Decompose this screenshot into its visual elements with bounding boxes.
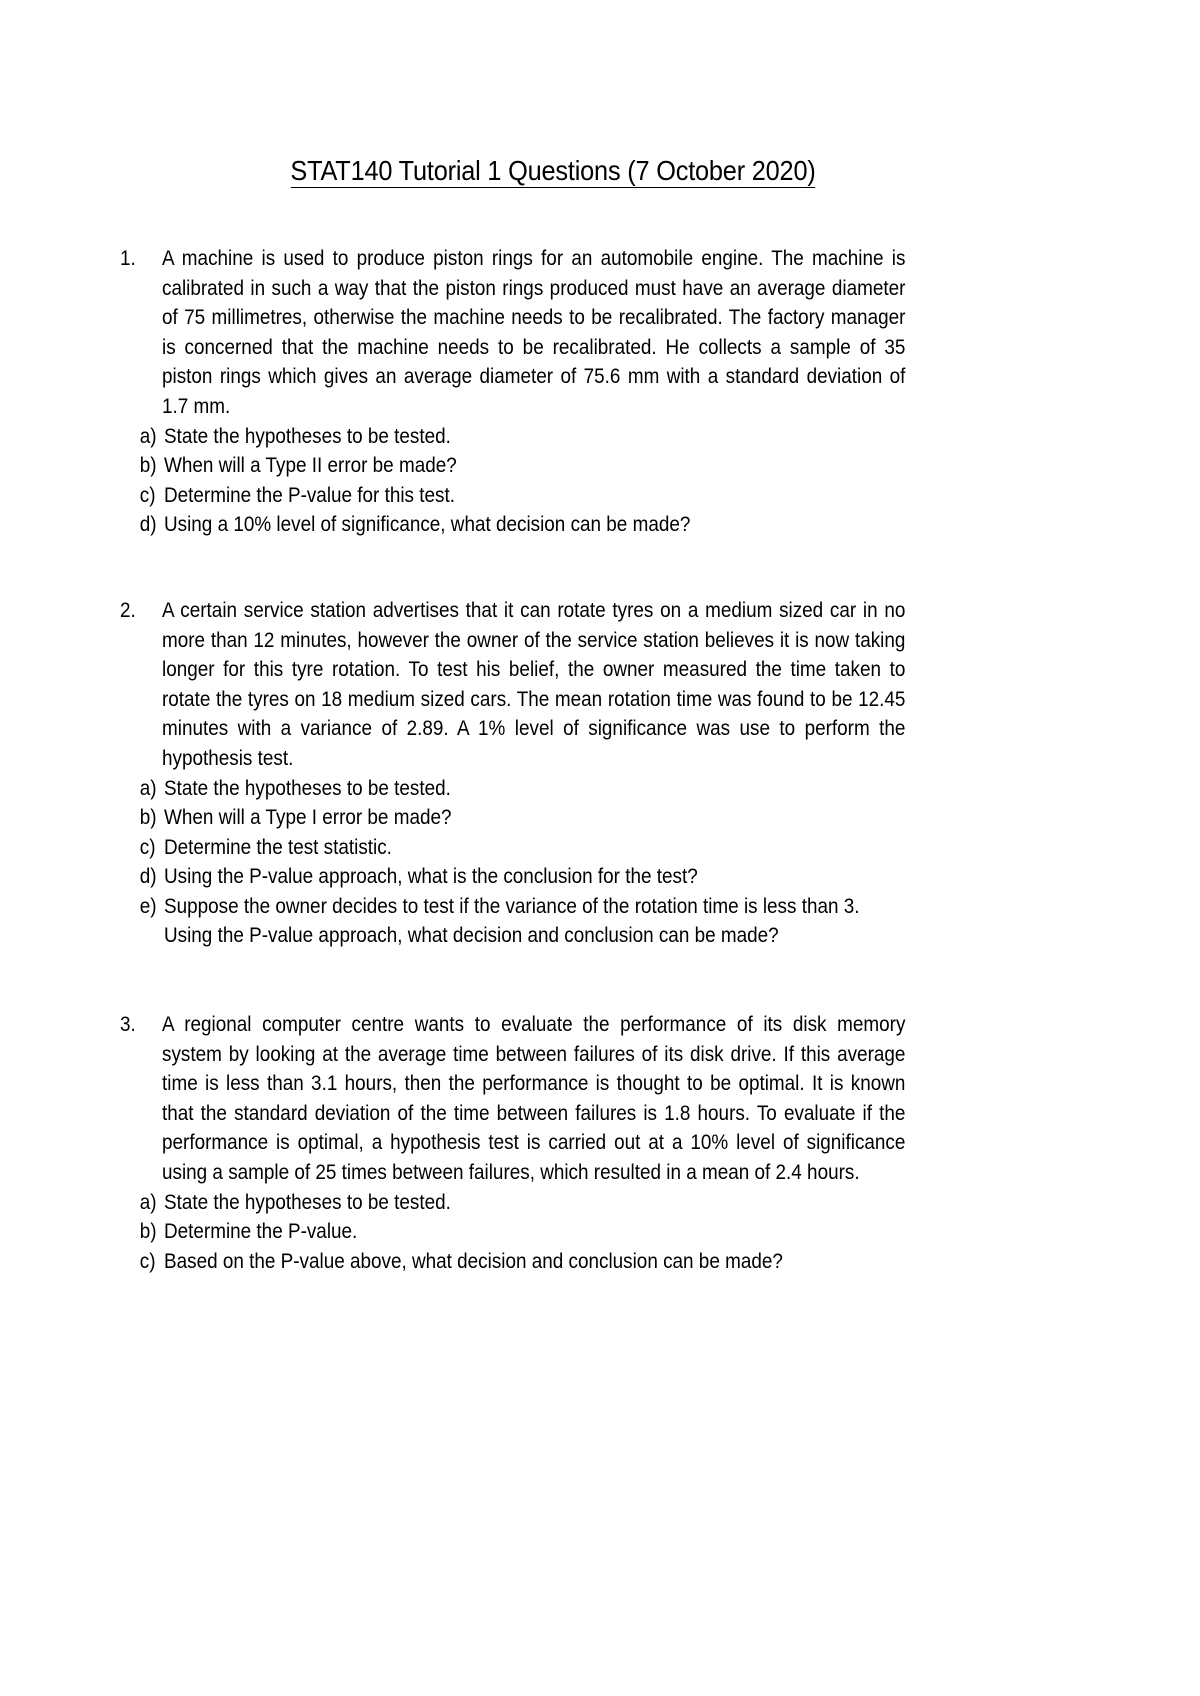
question-3-subitems	[120, 1188, 988, 1277]
subitem-text: Using the P-value approach, what is the conclusion for the test?	[164, 865, 698, 889]
subitem-text-line2: Using the P-value approach, what decision and conclusion can be made?	[164, 924, 779, 948]
subitem-marker: a)	[139, 1190, 157, 1214]
list-item	[120, 833, 988, 863]
subitem-text: Using a 10% level of significance, what decision can be made?	[164, 513, 691, 537]
question-1-main	[120, 244, 988, 422]
list-item	[120, 774, 988, 804]
question-1	[120, 244, 988, 540]
question-2-subitems	[120, 774, 988, 952]
question-2-main	[120, 596, 988, 774]
list-item	[120, 862, 988, 892]
subitem-marker: b)	[139, 1220, 157, 1244]
subitem-marker: d)	[139, 513, 157, 537]
subitem-text: State the hypotheses to be tested.	[164, 776, 451, 800]
list-item	[120, 451, 988, 481]
question-3-number: 3.	[120, 1013, 136, 1037]
subitem-text: State the hypotheses to be tested.	[164, 424, 451, 448]
subitem-text: State the hypotheses to be tested.	[164, 1190, 451, 1214]
subitem-text: Determine the test statistic.	[164, 835, 392, 859]
list-item	[120, 803, 988, 833]
page-title	[155, 155, 952, 187]
subitem-marker: a)	[139, 776, 157, 800]
section-gap	[120, 951, 988, 1010]
subitem-text: When will a Type II error be made?	[164, 454, 457, 478]
page-title-text: STAT140 Tutorial 1 Questions (7 October 2020)	[290, 155, 816, 186]
subitem-text: Determine the P-value.	[164, 1220, 358, 1244]
question-2	[120, 596, 988, 951]
subitem-marker: a)	[139, 424, 157, 448]
list-item	[120, 1217, 988, 1247]
question-list	[120, 244, 988, 1276]
question-2-number: 2.	[120, 598, 136, 622]
question-2-text: A certain service station advertises that it can rotate tyres on a medium sized car in no more than 12 minutes, however the owner of the service station believes it is now taking longer for this tyre rotation. To test his belief, the owner measured the time taken to rotate the tyres on 18 medium sized cars. The mean rotation time was found to be 12.45 minutes with a variance of 2.89. A 1% level of significance was use to perform the hypothesis test.	[162, 598, 906, 770]
subitem-text-line1: Suppose the owner decides to test if the variance of the rotation time is less than 3.	[164, 894, 860, 918]
list-item	[120, 422, 988, 452]
subitem-text	[164, 892, 906, 951]
subitem-marker: c)	[139, 483, 156, 507]
subitem-text: When will a Type I error be made?	[164, 806, 452, 830]
list-item	[120, 892, 988, 951]
subitem-marker: c)	[139, 1249, 156, 1273]
list-item	[120, 510, 988, 540]
subitem-marker: d)	[139, 865, 157, 889]
question-1-subitems	[120, 422, 988, 540]
question-3	[120, 1010, 988, 1276]
subitem-marker: b)	[139, 806, 157, 830]
question-3-text: A regional computer centre wants to evaluate the performance of its disk memory system by looking at the average time between failures of its disk drive. If this average time is less than 3.1 hours, then the performance is thought to be optimal. It is known that the standard deviation of the time between failures is 1.8 hours. To evaluate if the performance is optimal, a hypothesis test is carried out at a 10% level of significance using a sample of 25 times between failures, which resulted in a mean of 2.4 hours.	[162, 1013, 906, 1185]
subitem-text: Based on the P-value above, what decision and conclusion can be made?	[164, 1249, 783, 1273]
subitem-text: Determine the P-value for this test.	[164, 483, 455, 507]
list-item	[120, 481, 988, 511]
subitem-marker: c)	[139, 835, 156, 859]
question-1-number: 1.	[120, 247, 136, 270]
list-item	[120, 1247, 988, 1277]
section-gap	[120, 540, 988, 596]
subitem-marker: b)	[139, 454, 157, 478]
question-3-main	[120, 1010, 988, 1188]
title-container	[120, 155, 986, 187]
subitem-marker: e)	[139, 894, 157, 918]
question-1-text: A machine is used to produce piston rings for an automobile engine. The machine is calibrated in such a way that the piston rings produced must have an average diameter of 75 millimetres, otherwise the machine needs to be recalibrated. The factory manager is concerned that the machine needs to be recalibrated. He collects a sample of 35 piston rings which gives an average diameter of 75.6 mm with a standard deviation of 1.7 mm.	[162, 247, 906, 418]
list-item	[120, 1188, 988, 1218]
